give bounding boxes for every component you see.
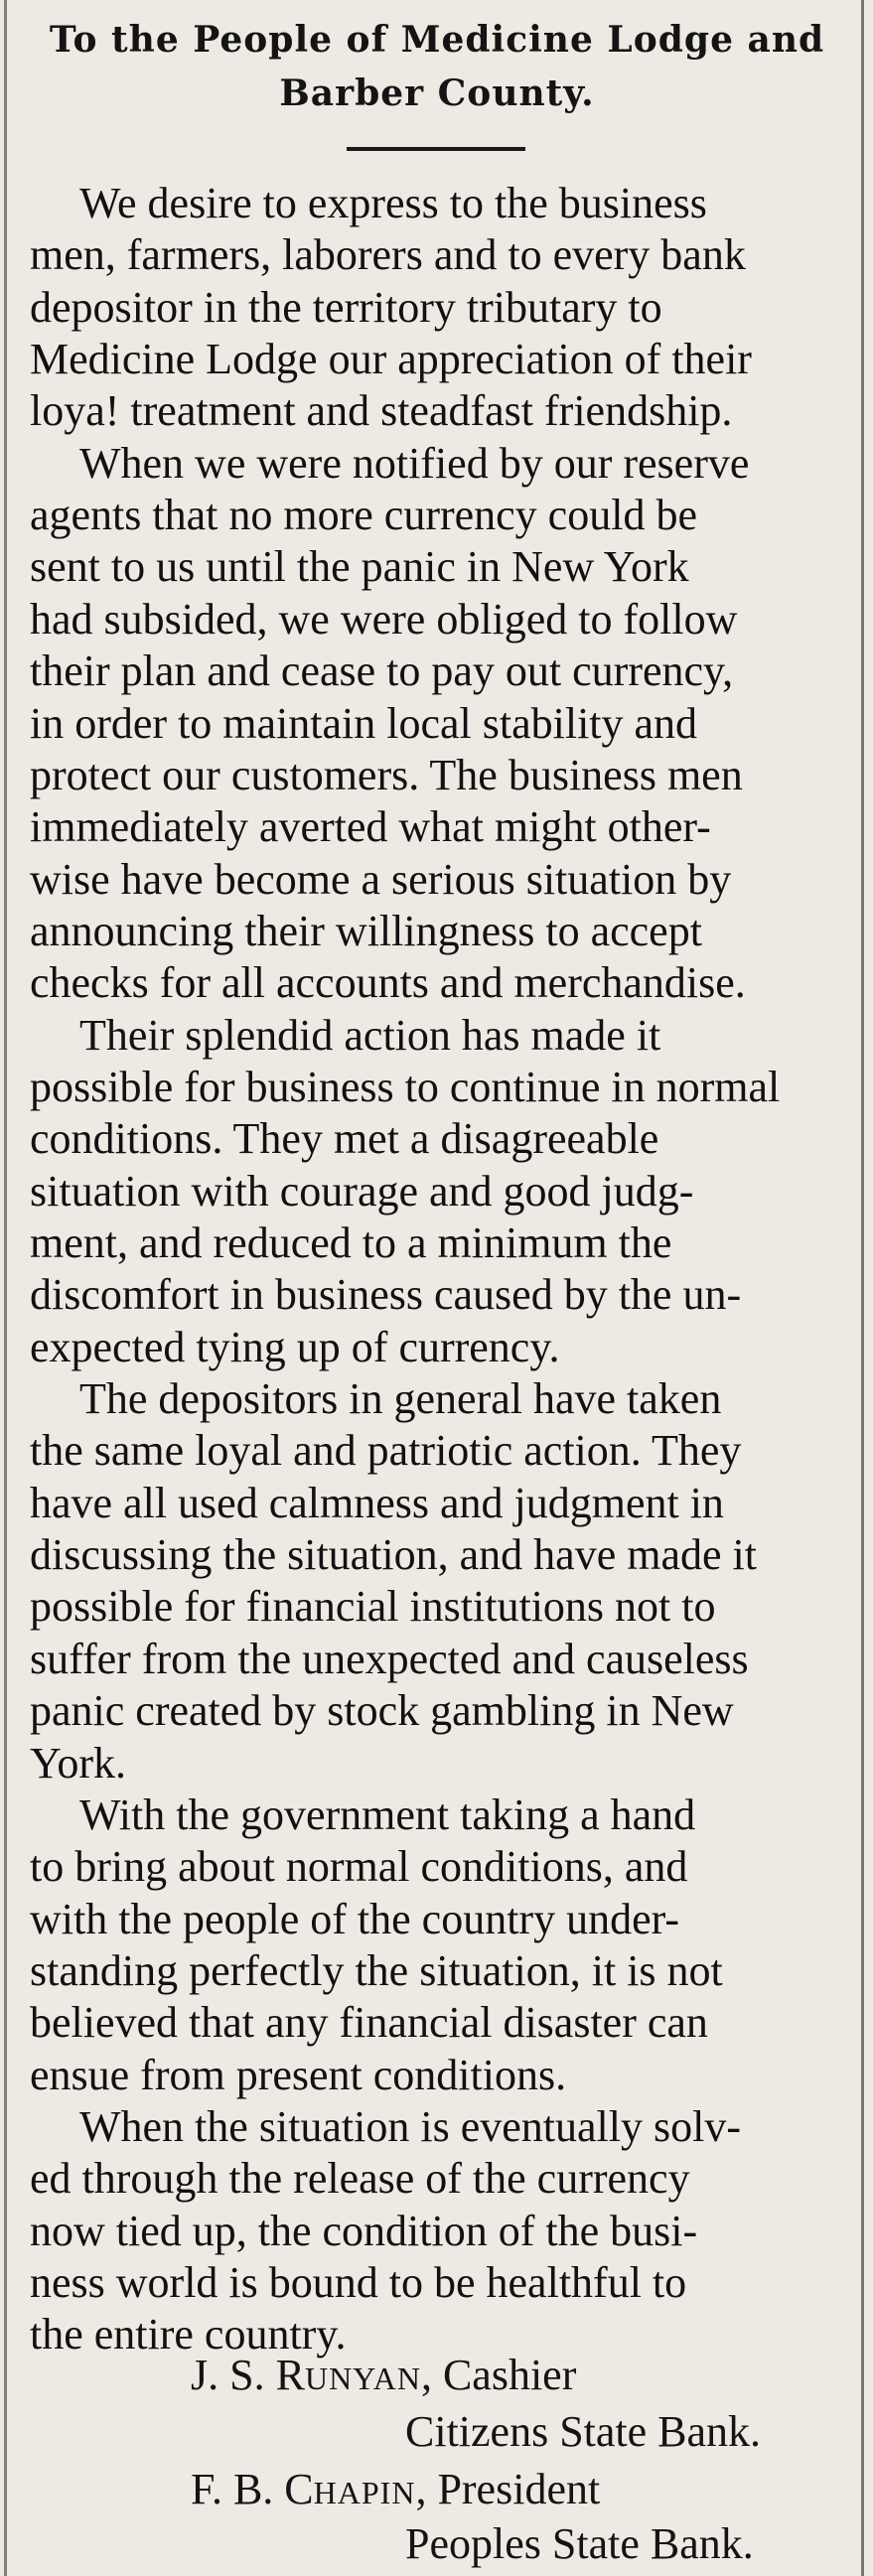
body-line: agents that no more currency could be [30, 491, 697, 539]
body-line: announcing their willingness to accept [30, 907, 702, 955]
body-line: checks for all accounts and merchandise. [30, 958, 746, 1007]
column-rule-left [4, 0, 7, 2576]
headline-divider [347, 147, 525, 151]
body-line: discomfort in business caused by the un- [30, 1270, 742, 1319]
body-line: When the situation is eventually solv- [79, 2102, 741, 2151]
body-line: in order to maintain local stability and [30, 699, 698, 748]
body-line: possible for financial institutions not to [30, 1582, 716, 1631]
body-line: protect our customers. The business men [30, 751, 743, 799]
body-line: situation with courage and good judg- [30, 1167, 694, 1216]
body-line: the entire country. [30, 2310, 347, 2359]
signature-2-institution: Peoples State Bank. [405, 2519, 754, 2568]
body-line: the same loyal and patriotic action. They [30, 1426, 742, 1475]
signature-1-surname-rest: UNYAN [304, 2361, 421, 2396]
signature-2-initials: F. B. [191, 2465, 285, 2513]
body-line: had subsided, we were obliged to follow [30, 595, 738, 644]
body-line: The depositors in general have taken [79, 1374, 722, 1423]
body-line: wise have become a serious situation by [30, 855, 732, 904]
body-line: ed through the release of the currency [30, 2154, 690, 2203]
body-line: suffer from the unexpected and causeless [30, 1635, 749, 1683]
body-line: sent to us until the panic in New York [30, 542, 689, 591]
body-line: now tied up, the condition of the busi- [30, 2207, 698, 2255]
body-line: immediately averted what might other- [30, 802, 711, 851]
signature-1-initials: J. S. [191, 2351, 276, 2399]
body-line: their plan and cease to pay out currency, [30, 646, 734, 695]
body-line: standing perfectly the situation, it is not [30, 1946, 723, 1995]
signature-1-surname-first: R [275, 2351, 305, 2399]
body-line: possible for business to continue in normal [30, 1063, 781, 1111]
signature-1-name [191, 2351, 577, 2399]
body-line: ment, and reduced to a minimum the [30, 1218, 672, 1267]
headline-line-1: To the People of Medicine Lodge and [49, 19, 825, 61]
body-line: expected tying up of currency. [30, 1323, 560, 1371]
body-line: depositor in the territory tributary to [30, 283, 662, 332]
body-line: believed that any financial disaster can [30, 1998, 708, 2047]
body-line: When we were notified by our reserve [79, 439, 750, 488]
signature-1-title: , Cashier [420, 2351, 577, 2399]
body-line: to bring about normal conditions, and [30, 1842, 688, 1891]
signature-2-name [191, 2465, 601, 2513]
body-line: York. [30, 1739, 127, 1788]
body-line: Their splendid action has made it [79, 1011, 661, 1060]
body-line: With the government taking a hand [79, 1790, 696, 1839]
body-line: panic created by stock gambling in New [30, 1686, 734, 1735]
signature-1-institution: Citizens State Bank. [405, 2407, 762, 2456]
body-line: men, farmers, laborers and to every bank [30, 230, 746, 279]
body-line: discussing the situation, and have made it [30, 1530, 757, 1579]
body-line: conditions. They met a disagreeable [30, 1114, 659, 1163]
body-line: ensue from present conditions. [30, 2051, 567, 2099]
signature-2-surname-first: C [284, 2465, 314, 2513]
body-line: ness world is bound to be healthful to [30, 2258, 687, 2307]
body-line: loya! treatment and steadfast friendship. [30, 386, 733, 435]
signature-2-title: , President [415, 2465, 601, 2513]
body-line: Medicine Lodge our appreciation of their [30, 335, 752, 383]
signature-2-surname-rest: HAPIN [313, 2475, 416, 2510]
column-rule-right [861, 0, 864, 2576]
headline-line-2: Barber County. [279, 72, 595, 114]
body-line: with the people of the country under- [30, 1895, 680, 1943]
body-line: have all used calmness and judgment in [30, 1479, 724, 1527]
body-line: We desire to express to the business [79, 179, 707, 227]
